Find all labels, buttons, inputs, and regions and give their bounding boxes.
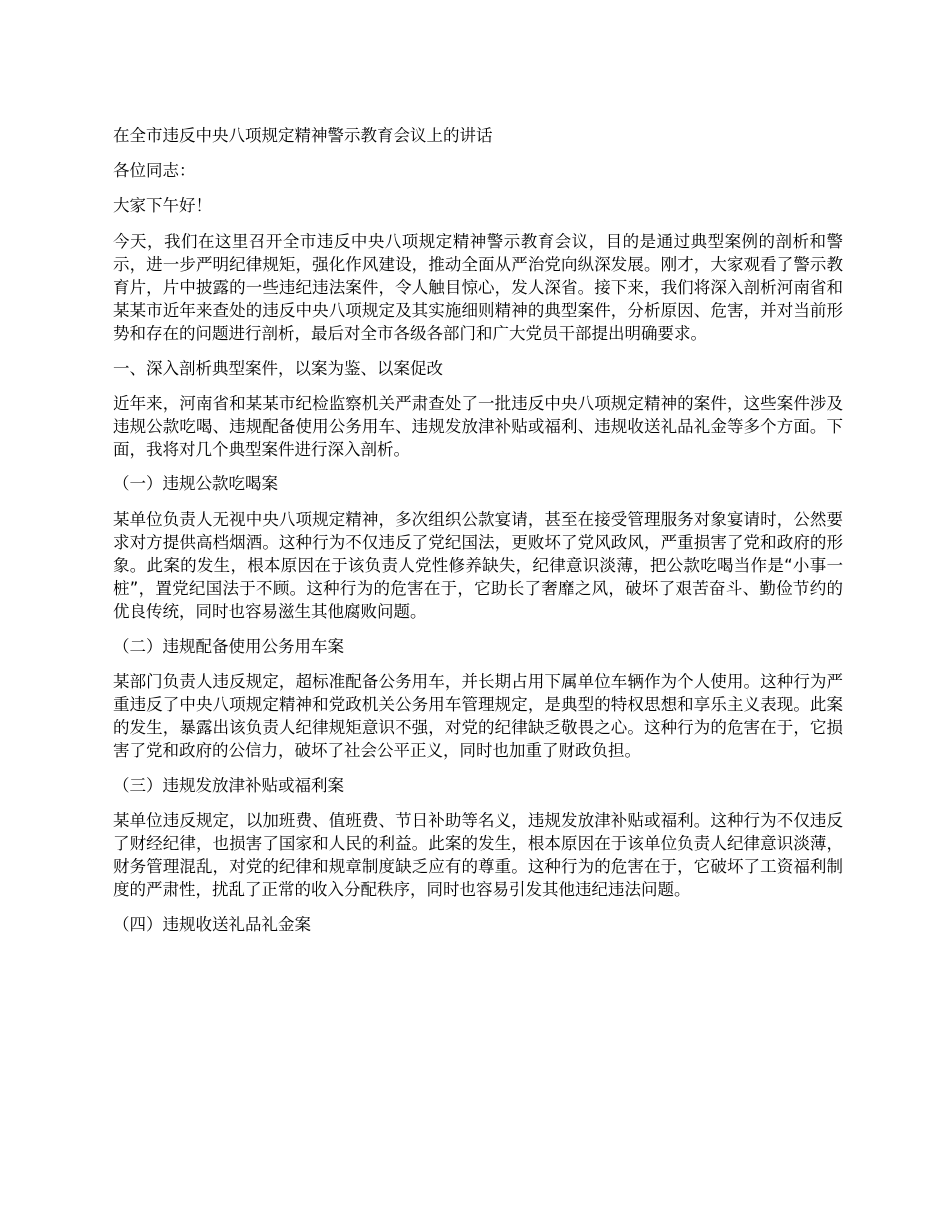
intro-paragraph: 今天，我们在这里召开全市违反中央八项规定精神警示教育会议，目的是通过典型案例的剖析和警示，进一步严明纪律规矩，强化作风建设，推动全面从严治党向纵深发展。刚才，大家观看了警示教育片，片中披露的一些违纪违法案件，令人触目惊心，发人深省。接下来，我们将深入剖析河南省和某某市近年来查处的违反中央八项规定及其实施细则精神的典型案件，分析原因、危害，并对当前形势和存在的问题进行剖析，最后对全市各级各部门和广大党员干部提出明确要求。 [113, 231, 843, 344]
section-1-intro-paragraph: 近年来，河南省和某某市纪检监察机关严肃查处了一批违反中央八项规定精神的案件，这些案件涉及违规公款吃喝、违规配备使用公务用车、违规发放津补贴或福利、违规收送礼品礼金等多个方面。下面，我将对几个典型案件进行深入剖析。 [113, 393, 843, 460]
document-page [113, 124, 843, 948]
case-heading-4: （四）违规收送礼品礼金案 [113, 914, 311, 934]
salutation: 各位同志： [113, 161, 196, 181]
case-3-paragraph: 某单位违反规定，以加班费、值班费、节日补助等名义，违规发放津补贴或福利。这种行为不仅违反了财经纪律，也损害了国家和人民的利益。此案的发生，根本原因在于该单位负责人纪律意识淡薄，财务管理混乱，对党的纪律和规章制度缺乏应有的尊重。这种行为的危害在于，它破坏了工资福利制度的严肃性，扰乱了正常的收入分配秩序，同时也容易引发其他违纪违法问题。 [113, 810, 843, 900]
case-heading-3: （三）违规发放津补贴或福利案 [113, 775, 344, 795]
greeting: 大家下午好！ [113, 196, 212, 216]
case-1-paragraph: 某单位负责人无视中央八项规定精神，多次组织公款宴请，甚至在接受管理服务对象宴请时，公然要求对方提供高档烟酒。这种行为不仅违反了党纪国法，更败坏了党风政风，严重损害了党和政府的形象。此案的发生，根本原因在于该负责人党性修养缺失，纪律意识淡薄，把公款吃喝当作是“小事一桩”，置党纪国法于不顾。这种行为的危害在于，它助长了奢靡之风，破坏了艰苦奋斗、勤俭节约的优良传统，同时也容易滋生其他腐败问题。 [113, 509, 843, 622]
case-heading-2: （二）违规配备使用公务用车案 [113, 636, 344, 656]
section-heading-1: 一、深入剖析典型案件，以案为鉴、以案促改 [113, 358, 443, 378]
case-heading-1: （一）违规公款吃喝案 [113, 474, 278, 494]
document-title: 在全市违反中央八项规定精神警示教育会议上的讲话 [113, 126, 493, 145]
case-2-paragraph: 某部门负责人违反规定，超标准配备公务用车，并长期占用下属单位车辆作为个人使用。这种行为严重违反了中央八项规定精神和党政机关公务用车管理规定，是典型的特权思想和享乐主义表现。此案的发生，暴露出该负责人纪律规矩意识不强，对党的纪律缺乏敬畏之心。这种行为的危害在于，它损害了党和政府的公信力，破坏了社会公平正义，同时也加重了财政负担。 [113, 671, 843, 761]
